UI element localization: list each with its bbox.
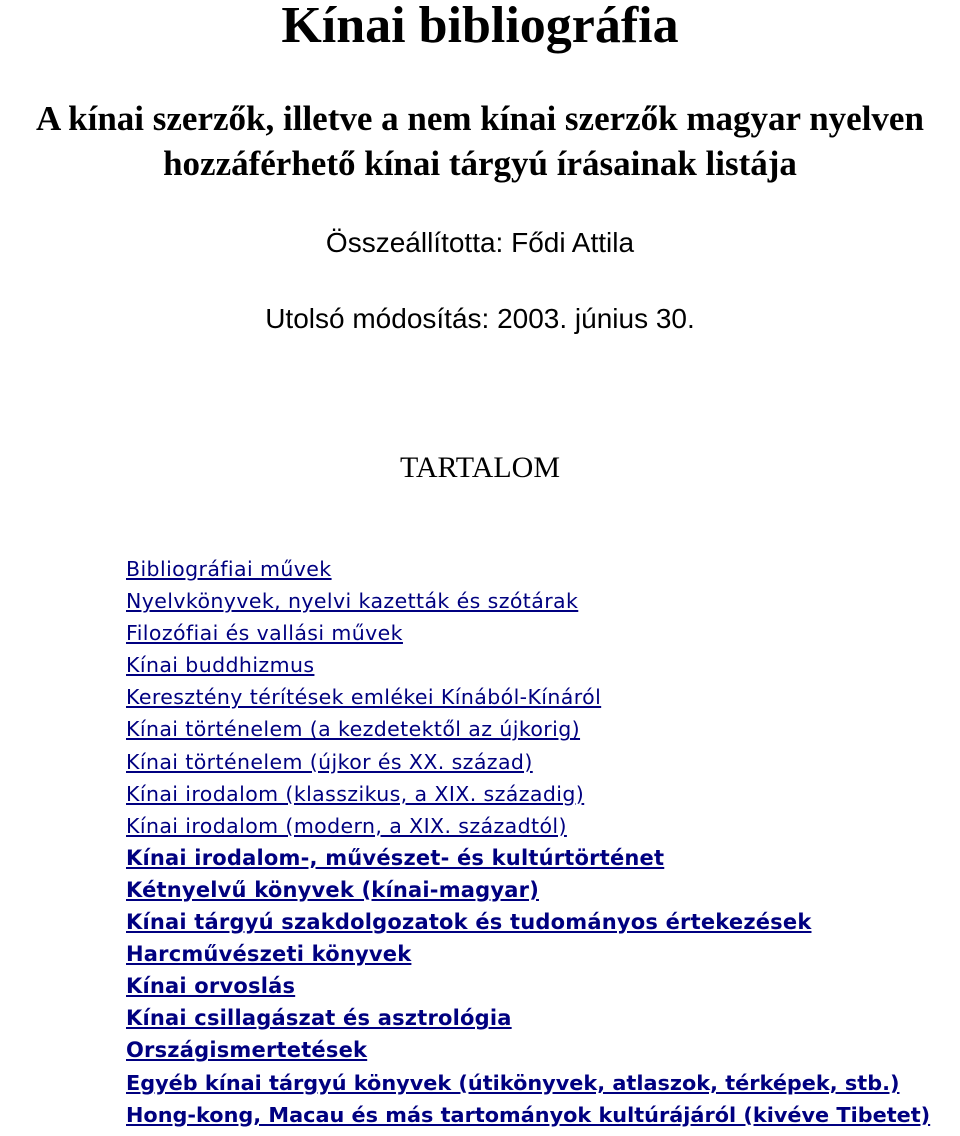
toc-heading: TARTALOM	[399, 451, 561, 484]
toc-item	[126, 617, 960, 649]
toc-item	[126, 1034, 960, 1066]
toc-link-tortenelem-ujkor[interactable]: Kínai történelem (újkor és XX. század)	[126, 749, 533, 774]
toc-item	[126, 553, 960, 585]
toc-link-tortenelem-kezdetektol[interactable]: Kínai történelem (a kezdetektől az újkorig)	[126, 717, 581, 742]
toc-item	[126, 681, 960, 713]
compiler-line: Összeállította: Fődi Attila	[325, 227, 635, 258]
toc-item	[126, 585, 960, 617]
page-subtitle	[0, 96, 960, 186]
toc-link-kereszteny-teritesek[interactable]: Keresztény térítések emlékei Kínából-Kínáról	[126, 685, 602, 710]
toc-item	[126, 810, 960, 842]
toc-link-irodalom-klasszikus[interactable]: Kínai irodalom (klasszikus, a XIX. századig)	[126, 781, 585, 806]
toc-item	[126, 1067, 960, 1099]
toc-link-hong-kong-macau[interactable]: Hong-kong, Macau és más tartományok kultúrájáról (kivéve Tibetet)	[126, 1102, 931, 1127]
toc-link-kinai-orvoslas[interactable]: Kínai orvoslás	[126, 974, 296, 999]
toc-item	[126, 874, 960, 906]
subtitle-line-2: hozzáférhető kínai tárgyú írásainak listája	[163, 144, 797, 183]
table-of-contents	[126, 553, 960, 1131]
toc-link-irodalom-modern[interactable]: Kínai irodalom (modern, a XIX. századtól)	[126, 813, 567, 838]
toc-link-orszagismertetesek[interactable]: Országismertetések	[126, 1038, 368, 1063]
toc-link-irodalom-muveszet-kulturtortenet[interactable]: Kínai irodalom-, művészet- és kultúrtörténet	[126, 845, 665, 870]
toc-link-bibliografiai-muvek[interactable]: Bibliográfiai művek	[126, 557, 332, 581]
toc-link-egyeb-konyvek[interactable]: Egyéb kínai tárgyú könyvek (útikönyvek, atlaszok, térképek, stb.)	[126, 1070, 900, 1095]
toc-link-csillagaszat-asztrologia[interactable]: Kínai csillagászat és asztrológia	[126, 1006, 512, 1031]
toc-item	[126, 746, 960, 778]
toc-link-szakdolgozatok[interactable]: Kínai tárgyú szakdolgozatok és tudományos értekezések	[126, 910, 812, 935]
subtitle-line-1: A kínai szerzők, illetve a nem kínai szerzők magyar nyelven	[36, 99, 924, 138]
toc-item	[126, 970, 960, 1002]
last-modified-line: Utolsó módosítás: 2003. június 30.	[265, 303, 695, 334]
toc-link-kinai-buddhizmus[interactable]: Kínai buddhizmus	[126, 653, 315, 678]
toc-item	[126, 1002, 960, 1034]
toc-link-nyelvkonyvek[interactable]: Nyelvkönyvek, nyelvi kazetták és szótárak	[126, 589, 579, 614]
toc-item	[126, 649, 960, 681]
toc-link-harcmuveszeti-konyvek[interactable]: Harcművészeti könyvek	[126, 942, 412, 967]
toc-item	[126, 906, 960, 938]
toc-item	[126, 713, 960, 745]
toc-item	[126, 842, 960, 874]
toc-link-filozofiai-es-vallasi-muvek[interactable]: Filozófiai és vallási művek	[126, 621, 403, 646]
toc-item	[126, 1099, 960, 1131]
toc-item	[126, 938, 960, 970]
toc-item	[126, 778, 960, 810]
page-title: Kínai bibliográfia	[281, 0, 679, 54]
toc-link-ketnyelvu-konyvek[interactable]: Kétnyelvű könyvek (kínai-magyar)	[126, 877, 539, 902]
